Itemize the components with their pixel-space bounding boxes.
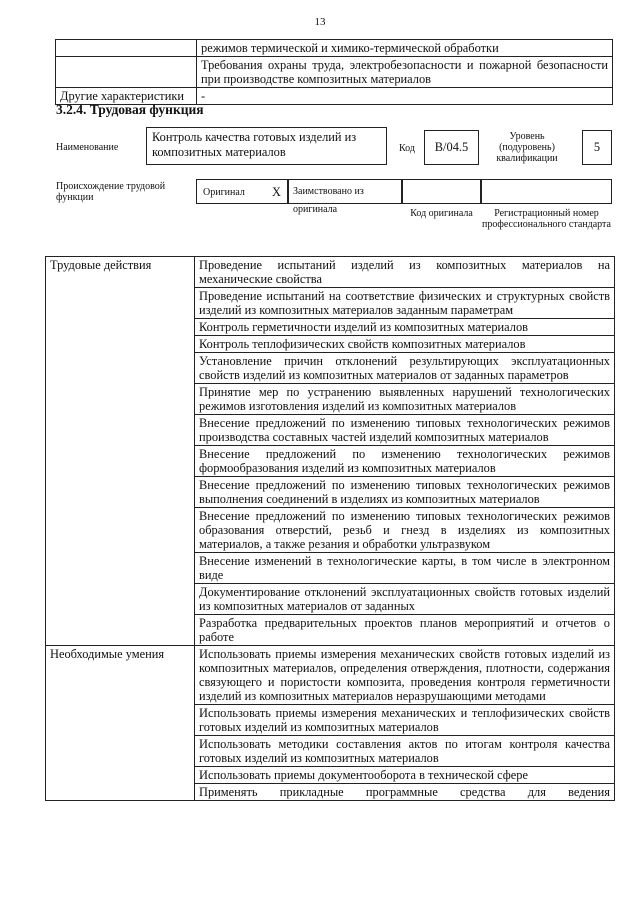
function-code: B/04.5 xyxy=(424,130,479,165)
top-table xyxy=(55,39,613,105)
action-item: Документирование отклонений эксплуатационных свойств готовых изделий из композитных материалов от заданных xyxy=(195,584,615,615)
action-item: Проведение испытаний изделий из композитных материалов на механические свойства xyxy=(195,257,615,288)
origin-original-box xyxy=(196,179,288,204)
table-row xyxy=(56,57,613,88)
name-label: Наименование xyxy=(56,142,119,153)
level-label: Уровень (подуровень) квалификации xyxy=(496,131,558,164)
action-item: Внесение изменений в технологические карты, в том числе в электронном виде xyxy=(195,553,615,584)
function-name: Контроль качества готовых изделий из композитных материалов xyxy=(146,127,387,165)
action-item: Проведение испытаний на соответствие физических и структурных свойств изделий из композитных материалов заданным параметрам xyxy=(195,288,615,319)
action-item: Контроль герметичности изделий из композитных материалов xyxy=(195,319,615,336)
skill-item: Использовать приемы документооборота в технической сфере xyxy=(195,767,615,784)
row-value: Требования охраны труда, электробезопасности и пожарной безопасности при производстве композитных материалов xyxy=(197,57,613,88)
reg-caption: Регистрационный номер профессионального стандарта xyxy=(482,208,611,230)
origin-reg-box xyxy=(481,179,612,204)
skill-item: Использовать методики составления актов по итогам контроля качества готовых изделий из композитных материалов xyxy=(195,736,615,767)
action-item: Внесение предложений по изменению типовых технологических режимов выполнения соединений в изделиях из композитных материалов xyxy=(195,477,615,508)
borrowed-label: Заимствовано из оригинала xyxy=(293,186,364,215)
row-label xyxy=(56,57,197,88)
row-value: - xyxy=(197,88,613,105)
action-item: Разработка предварительных проектов планов мероприятий и отчетов о работе xyxy=(195,615,615,646)
skill-item: Применять прикладные программные средства для ведения xyxy=(195,784,615,801)
original-label: Оригинал xyxy=(203,187,245,198)
code-label: Код xyxy=(399,143,415,154)
original-mark: X xyxy=(272,185,281,199)
actions-label: Трудовые действия xyxy=(46,257,195,646)
row-label xyxy=(56,40,197,57)
origin-code-box xyxy=(402,179,481,204)
table-row xyxy=(56,40,613,57)
row-label: Другие характеристики xyxy=(56,88,197,105)
skill-item: Использовать приемы измерения механических свойств готовых изделий из композитных материалов, определения отверждения, плотности, содержания связующего и пористости композита, проведения контроля герметичности изделий из композитных материалов неразрушающими методами xyxy=(195,646,615,705)
page-number: 13 xyxy=(314,16,326,28)
table-row xyxy=(46,646,615,705)
qualification-level: 5 xyxy=(582,130,612,165)
action-item: Внесение предложений по изменению технологических режимов формообразования изделий из композитных материалов xyxy=(195,446,615,477)
action-item: Внесение предложений по изменению типовых технологических режимов производства составных частей изделий композитных материалов xyxy=(195,415,615,446)
skills-label: Необходимые умения xyxy=(46,646,195,801)
main-table xyxy=(45,256,615,801)
row-value: режимов термической и химико-термической обработки xyxy=(197,40,613,57)
action-item: Внесение предложений по изменению типовых технологических режимов образования отверстий, резьб и гнезд в изделиях из композитных материалов, а также резания и обработки ультразвуком xyxy=(195,508,615,553)
action-item: Установление причин отклонений результирующих эксплуатационных свойств изделий из композитных материалов от заданных параметров xyxy=(195,353,615,384)
action-item: Контроль теплофизических свойств композитных материалов xyxy=(195,336,615,353)
section-heading: 3.2.4. Трудовая функция xyxy=(56,102,204,117)
action-item: Принятие мер по устранению выявленных нарушений технологических режимов изготовления изделий из композитных материалов xyxy=(195,384,615,415)
table-row xyxy=(46,257,615,288)
origin-borrowed-box xyxy=(288,179,402,215)
skill-item: Использовать приемы измерения механических и теплофизических свойств готовых изделий из композитных материалов xyxy=(195,705,615,736)
code-caption: Код оригинала xyxy=(410,208,473,219)
origin-label: Происхождение трудовой функции xyxy=(56,181,166,203)
